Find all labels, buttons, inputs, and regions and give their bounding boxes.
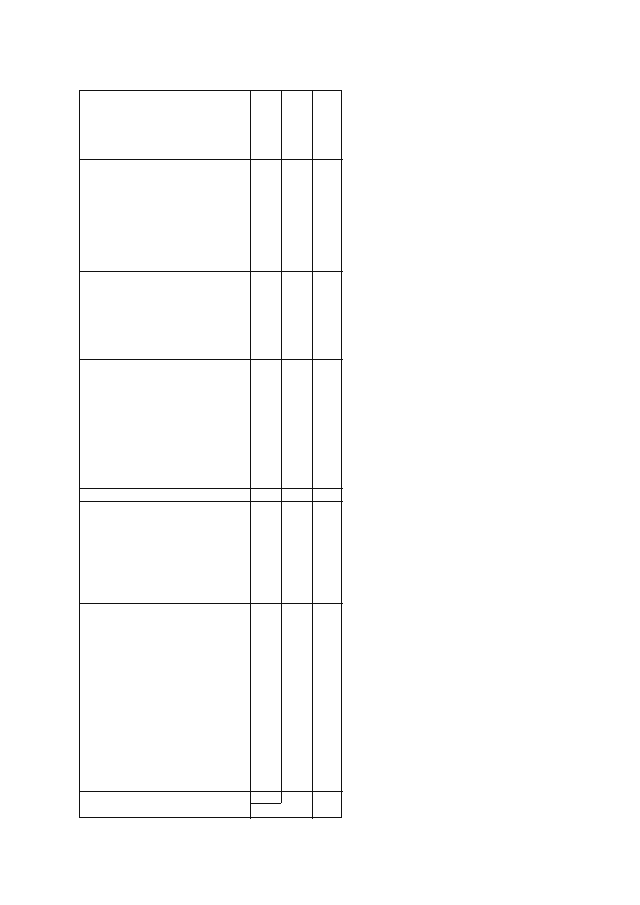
header-op-time xyxy=(80,359,249,487)
header-num xyxy=(80,790,249,818)
header-norm xyxy=(80,91,249,159)
header-op-time-volume xyxy=(80,159,249,271)
row-divider xyxy=(281,91,282,803)
header-count-meter xyxy=(80,602,249,790)
row-divider xyxy=(250,91,251,819)
header-volume xyxy=(80,271,249,359)
column-divider xyxy=(250,803,281,804)
page-number xyxy=(47,440,71,480)
row-divider xyxy=(312,91,313,819)
header-count-cell xyxy=(80,490,249,522)
